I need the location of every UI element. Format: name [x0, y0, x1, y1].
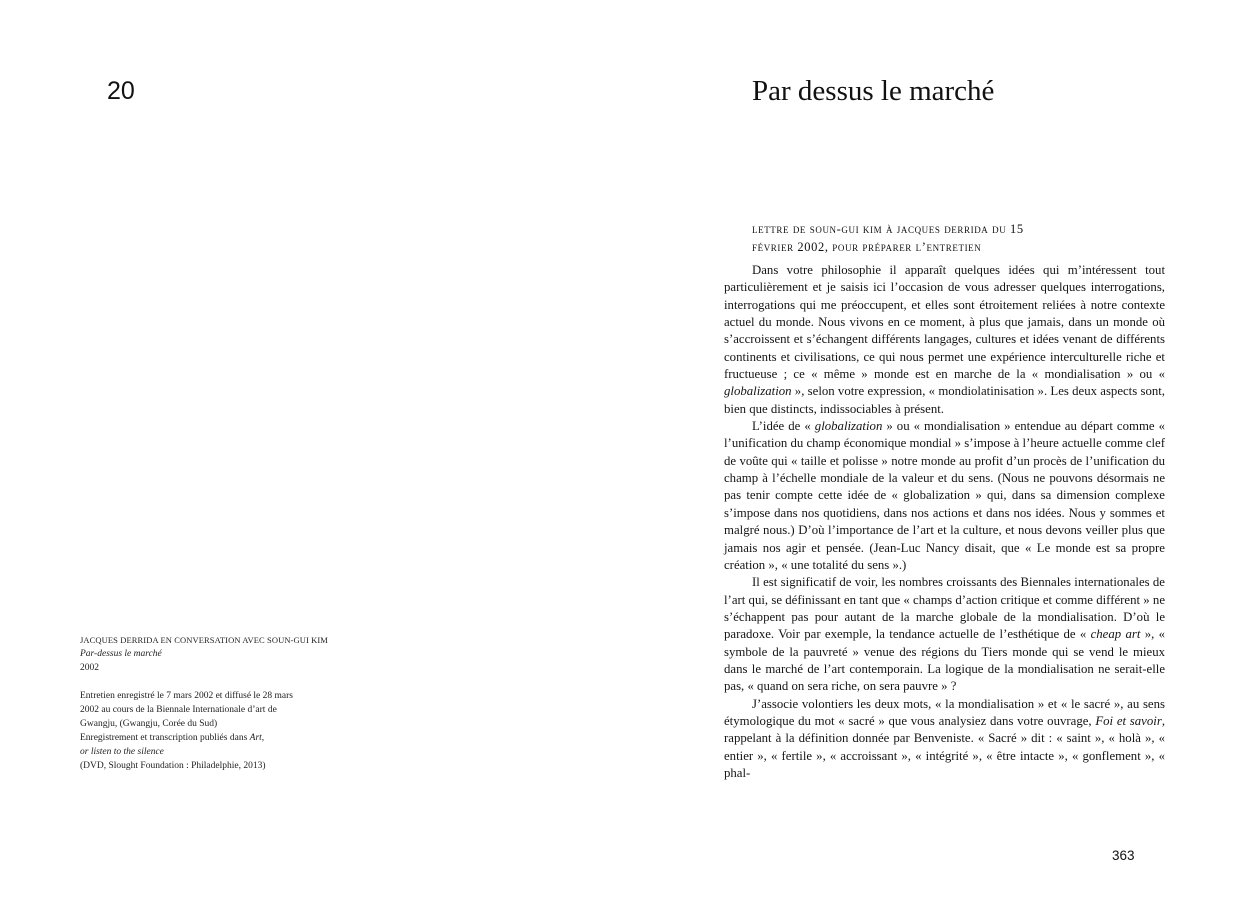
letter-heading-line-1: lettre de soun-gui kim à jacques derrida du 15	[752, 222, 1024, 236]
colophon-publication-text: Enregistrement et transcription publiés dans	[80, 733, 250, 743]
colophon	[80, 633, 380, 773]
colophon-recording-line: Entretien enregistré le 7 mars 2002 et diffusé le 28 mars	[80, 691, 293, 701]
paragraph-2-text-c: » ou « mondialisation » entendue au départ comme « l’unification du champ économique mondial » s’impose à l’heure actuelle comme clef de voûte qui « taille et polisse » notre monde au profit d’un procès de l’unification du champ à l’échelle mondiale de la valeur et du sens. (Nous ne pouvons désormais ne pas tenir compte cette idée de « globalization » qui, dans sa dimension complexe s’impose dans nos quotidiens, dans nos actions et dans nos idées. Nous y sommes et malgré nous.) D’où l’importance de l’art et la culture, et nous devons veiller plus que jamais nos agir et pensée. (Jean-Luc Nancy disait, que « Le monde est sa propre création », « une totalité du sens ».)	[724, 419, 1166, 572]
colophon-publication-line	[80, 731, 380, 745]
paragraph-1-italic: globalization	[724, 384, 792, 399]
paragraph-2-italic: globalization	[814, 419, 883, 434]
paragraph-4-italic: Foi et savoir	[1095, 713, 1162, 728]
paragraph-3-text-c: », « symbole de la pauvreté » venue des régions du Tiers monde qui se vend le mieux dans le marché de l’art contemporain. La logique de la mondialisation ne serait-elle pas, « quand on sera riche, on sera pauvre » ?	[724, 627, 1165, 694]
colophon-year: 2002	[80, 663, 99, 673]
paragraph-4	[724, 696, 1165, 783]
colophon-biennale-line: 2002 au cours de la Biennale Internationale d’art de	[80, 705, 277, 715]
paragraph-3	[724, 574, 1165, 695]
paragraph-4-text-a: J’associe volontiers les deux mots, « la mondialisation » et « le sacré », au sens étymologique du mot « sacré » que vous analysiez dans votre ouvrage,	[724, 696, 1165, 728]
paragraph-3-text-a: Il est significatif de voir, les nombres croissants des Biennales internationales de l’art qui, se définissant en tant que « champs d’action critique et comme différent » ne s’échappent pas pour autant de la marche globale de la mondialisation. D’où le paradoxe. Voir par exemple, la tendance actuelle de l’esthétique de «	[724, 575, 1165, 642]
colophon-publication-subtitle: or listen to the silence	[80, 747, 164, 757]
colophon-publisher-line: (DVD, Slought Foundation : Philadelphie, 2013)	[80, 761, 266, 771]
paragraph-1-text-c: », selon votre expression, « mondiolatinisation ». Les deux aspects sont, bien que distincts, indissociables à présent.	[724, 384, 1165, 416]
letter-heading	[752, 220, 1082, 256]
paragraph-1-text-a: Dans votre philosophie il apparaît quelques idées qui m’intéressent tout particulièrement et je saisis ici l’occasion de vous adresser quelques interrogations, interrogations qui me préoccupent, et elles sont étroitement reliées à notre contexte actuel du monde. Nous vivons en ce moment, à plus que jamais, dans un monde où s’accroissent et s’échangent différents langages, cultures et idées venant de différents continents et civilisations, ce qui nous permet une expérience interculturelle riche et fructueuse ; ce « même » monde est en marche de la « mondialisation » ou «	[724, 263, 1165, 382]
paragraph-1	[724, 262, 1165, 418]
colophon-spacer	[80, 675, 380, 689]
colophon-publication-title: Art,	[249, 733, 265, 743]
paragraph-3-italic: cheap art	[1090, 627, 1141, 642]
paragraph-2-text-a: L’idée de «	[752, 419, 815, 434]
letter-heading-line-2: février 2002, pour préparer l’entretien	[752, 240, 982, 254]
colophon-work-title: Par-dessus le marché	[80, 649, 162, 659]
page-title: Par dessus le marché	[752, 75, 995, 107]
colophon-author-line: JACQUES DERRIDA EN CONVERSATION AVEC SOUN-GUI KIM	[80, 635, 328, 645]
paragraph-4-text-c: , rappelant à la définition donnée par Benveniste. « Sacré » dit : « saint », « holà », « entier », « fertile », « accroissant », « intégrité », « être intacte », « gonflement », « phal-	[724, 713, 1166, 780]
page-number: 363	[1112, 848, 1135, 863]
paragraph-2	[724, 418, 1165, 574]
chapter-number: 20	[107, 77, 135, 105]
colophon-location-line: Gwangju, (Gwangju, Corée du Sud)	[80, 719, 218, 729]
letter-body	[724, 262, 1165, 782]
